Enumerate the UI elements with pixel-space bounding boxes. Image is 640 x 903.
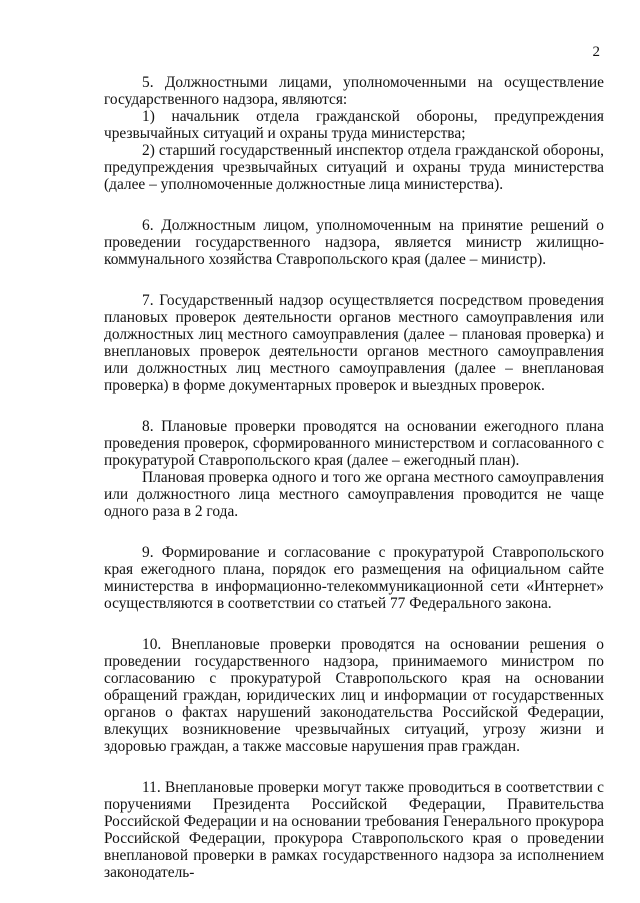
paragraph-10: 10. Внеплановые проверки проводятся на основании решения о проведении государственного надзора, принимаемого министром по согласованию с прокуратурой Ставропольского края на основании обращений граждан, юридических лиц и информации от государственных органов о фактах нарушений законодательства Российской Федерации, влекущих возникновение чрезвычайных ситуаций, угрозу жизни и здоровью граждан, а также массовые нарушения прав граждан. [104, 636, 604, 755]
paragraph-8: 8. Плановые проверки проводятся на основании ежегодного плана проведения проверок, сформированного министерством и согласованного с прокуратурой Ставропольского края (далее – ежегодный план). [104, 418, 604, 469]
paragraph-spacer [104, 612, 604, 636]
paragraph-spacer [104, 193, 604, 217]
paragraph-6: 6. Должностным лицом, уполномоченным на принятие решений о проведении государственного надзора, является министр жилищно-коммунального хозяйства Ставропольского края (далее – министр). [104, 217, 604, 268]
paragraph-5-item-1: 1) начальник отдела гражданской обороны, предупреждения чрезвычайных ситуаций и охраны труда министерства; [104, 108, 604, 142]
paragraph-spacer [104, 268, 604, 292]
paragraph-5-item-2: 2) старший государственный инспектор отдела гражданской обороны, предупреждения чрезвычайных ситуаций и охраны труда министерства (далее – уполномоченные должностные лица министерства). [104, 142, 604, 193]
paragraph-8-continued: Плановая проверка одного и того же органа местного самоуправления или должностного лица местного самоуправления проводится не чаще одного раза в 2 года. [104, 469, 604, 520]
page-number: 2 [592, 44, 600, 60]
paragraph-spacer [104, 394, 604, 418]
document-body [104, 74, 604, 881]
paragraph-spacer [104, 755, 604, 779]
paragraph-5: 5. Должностными лицами, уполномоченными на осуществление государственного надзора, являются: [104, 74, 604, 108]
paragraph-11: 11. Внеплановые проверки могут также проводиться в соответствии с поручениями Президента Российской Федерации, Правительства Российской Федерации и на основании требования Генерального прокурора Российской Федерации, прокурора Ставропольского края о проведении внеплановой проверки в рамках государственного надзора за исполнением законодатель- [104, 779, 604, 881]
paragraph-7: 7. Государственный надзор осуществляется посредством проведения плановых проверок деятельности органов местного самоуправления или должностных лиц местного самоуправления (далее – плановая проверка) и внеплановых проверок деятельности органов местного самоуправления или должностных лиц местного самоуправления (далее – внеплановая проверка) в форме документарных проверок и выездных проверок. [104, 292, 604, 394]
paragraph-9: 9. Формирование и согласование с прокуратурой Ставропольского края ежегодного плана, порядок его размещения на официальном сайте министерства в информационно-телекоммуникационной сети «Интернет» осуществляются в соответствии со статьей 77 Федерального закона. [104, 544, 604, 612]
paragraph-spacer [104, 520, 604, 544]
